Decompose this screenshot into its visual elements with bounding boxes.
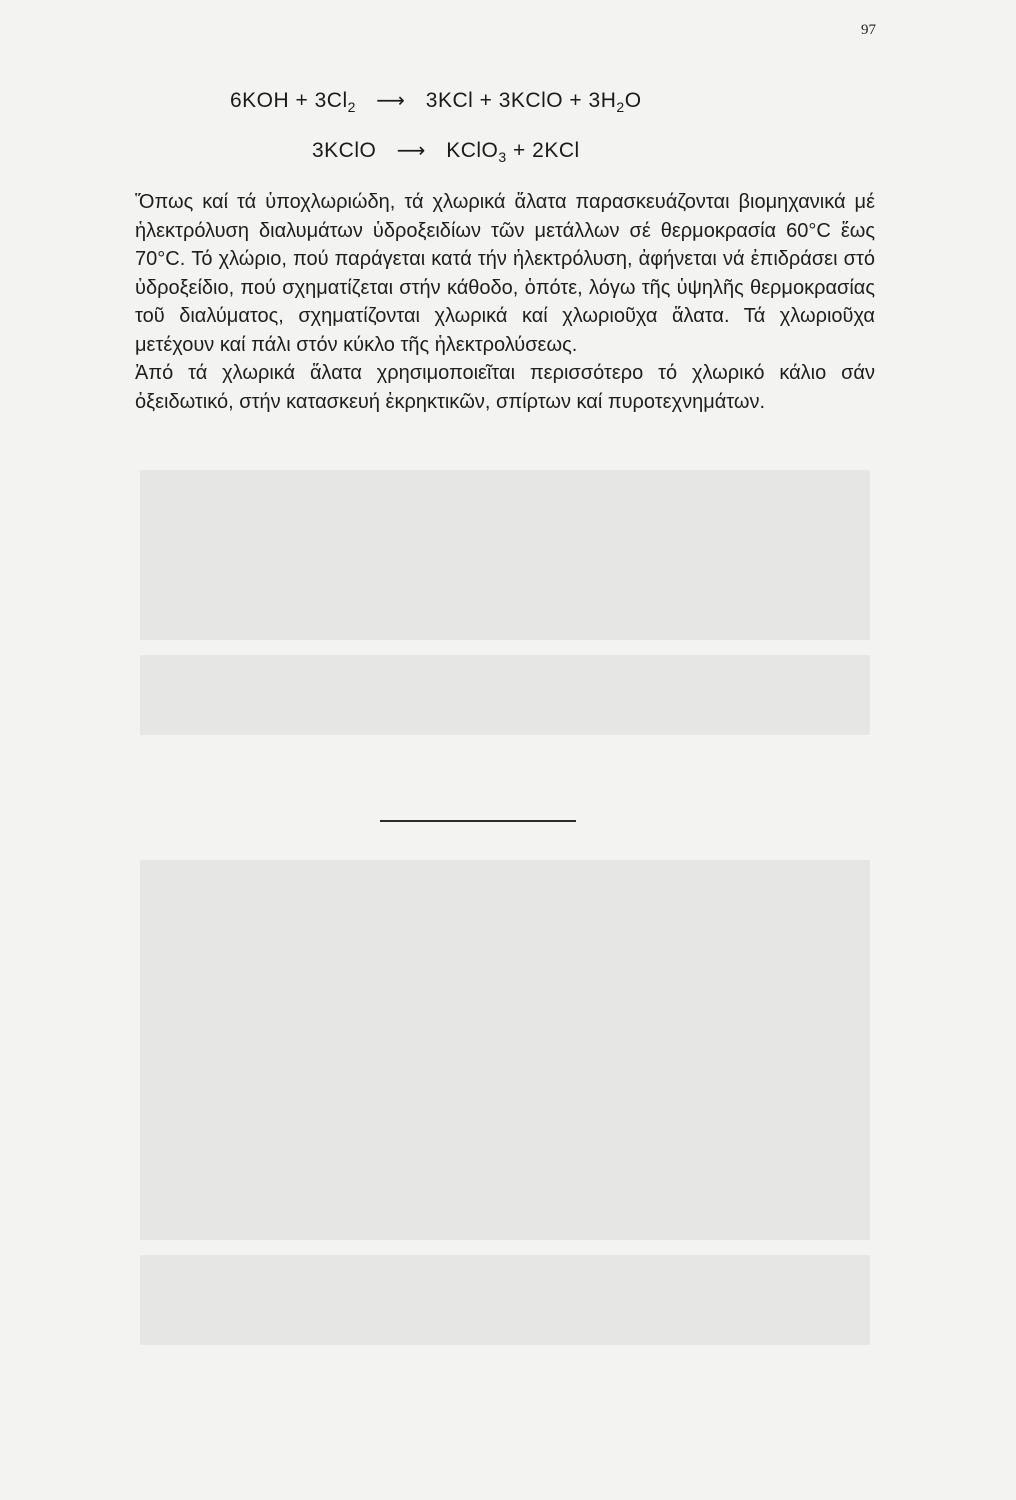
subscript: 2 <box>616 99 625 115</box>
paragraph: Ἀπό τά χλωρικά ἅλατα χρησιμοποιεῖται περισσότερο τό χλωρικό κάλιο σάν ὀξειδωτικό, στήν κατασκευή ἐκρηκτικῶν, σπίρτων καί πυροτεχνημάτων. <box>135 362 875 413</box>
equation-lhs: 3KClO <box>312 139 377 162</box>
show-through-block <box>140 470 870 640</box>
chemical-equation-1 <box>230 88 642 113</box>
reaction-arrow-icon: ⟶ <box>396 140 426 162</box>
chemical-equation-2 <box>312 138 580 163</box>
show-through-block <box>140 655 870 735</box>
equation-rhs-end: + 2KCl <box>506 139 580 162</box>
reaction-arrow-icon: ⟶ <box>376 90 406 112</box>
equation-rhs: 3KCl + 3KClO + 3H <box>425 89 617 112</box>
section-divider <box>380 820 576 822</box>
equation-rhs-end: O <box>624 89 642 112</box>
equation-rhs: KClO <box>446 139 499 162</box>
body-text <box>135 188 875 416</box>
equation-lhs: 6KOH + 3Cl <box>230 89 348 112</box>
subscript: 2 <box>347 99 356 115</box>
paragraph: Ὅπως καί τά ὑποχλωριώδη, τά χλωρικά ἅλατα παρασκευάζονται βιομηχανικά μέ ἡλεκτρόλυση διαλυμάτων ὑδροξειδίων τῶν μετάλλων σέ θερμοκρασία 60°C ἕως 70°C. Τό χλώριο, πού παράγεται κατά τήν ἡλεκτρόλυση, ἀφήνεται νά ἐπιδράσει στό ὑδροξείδιο, πού σχηματίζεται στήν κάθοδο, ὁπότε, λόγω τῆς ὑψηλῆς θερμοκρασίας τοῦ διαλύματος, σχηματίζονται χλωρικά καί χλωριοῦχα ἅλατα. Τά χλωριοῦχα μετέχουν καί πάλι στόν κύκλο τῆς ἡλεκτρολύσεως. <box>135 191 875 356</box>
show-through-block <box>140 1255 870 1345</box>
page-number: 97 <box>861 22 876 38</box>
subscript: 3 <box>498 149 507 165</box>
show-through-block <box>140 860 870 1240</box>
